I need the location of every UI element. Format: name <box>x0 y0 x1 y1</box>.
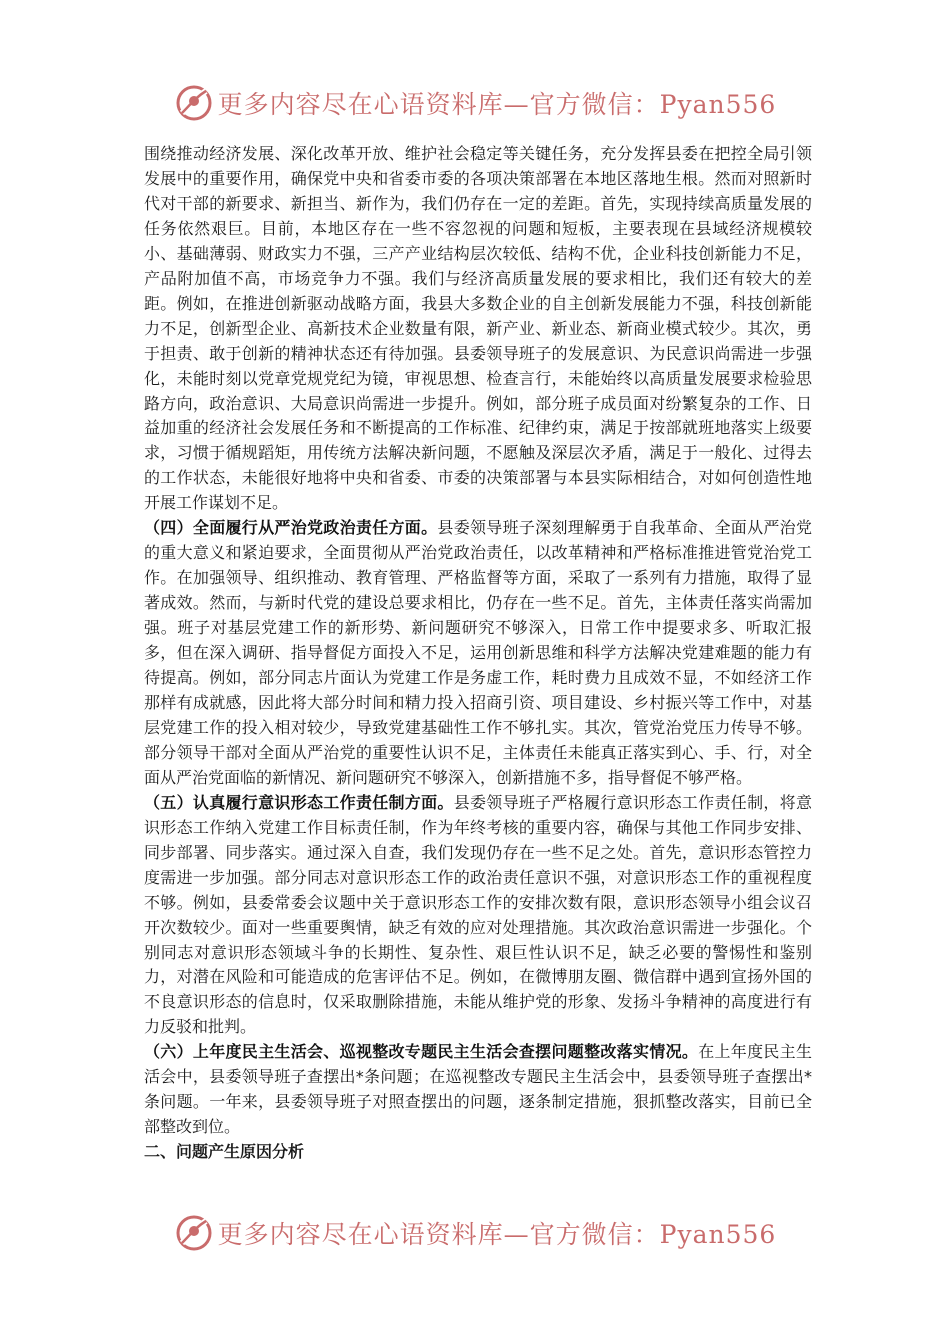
document-body <box>144 142 812 1165</box>
section-6 <box>144 1040 812 1140</box>
watermark-banner-bottom <box>0 1208 950 1258</box>
section-4 <box>144 516 812 790</box>
logo-icon <box>174 1213 214 1253</box>
section-6-title: （六）上年度民主生活会、巡视整改专题民主生活会查摆问题整改落实情况。 <box>144 1042 699 1062</box>
logo-icon <box>174 83 214 123</box>
section-4-body: 县委领导班子深刻理解勇于自我革命、全面从严治党的重大意义和紧迫要求，全面贯彻从严治党政治责任，以改革精神和严格标准推进管党治党工作。在加强领导、组织推动、教育管理、严格监督等方面，采取了一系列有力措施，取得了显著成效。然而，与新时代党的建设总要求相比，仍存在一些不足。首先，主体责任落实尚需加强。班子对基层党建工作的新形势、新问题研究不够深入，日常工作中提要求多、听取汇报多，但在深入调研、指导督促方面投入不足，运用创新思维和科学方法解决党建难题的能力有待提高。例如，部分同志片面认为党建工作是务虚工作，耗时费力且成效不显，不如经济工作那样有成就感，因此将大部分时间和精力投入招商引资、项目建设、乡村振兴等工作中，对基层党建工作的投入相对较少，导致党建基础性工作不够扎实。其次，管党治党压力传导不够。部分领导干部对全面从严治党的重要性认识不足，主体责任未能真正落实到心、手、行，对全面从严治党面临的新情况、新问题研究不够深入，创新措施不多，指导督促不够严格。 <box>144 518 812 787</box>
section-4-title: （四）全面履行从严治党政治责任方面。 <box>144 518 438 538</box>
section-5 <box>144 791 812 1041</box>
watermark-text: 更多内容尽在心语资料库—官方微信：Pyan556 <box>217 90 777 119</box>
section-6-body: 在上年度民主生活会中，县委领导班子查摆出*条问题；在巡视整改专题民主生活会中，县委领导班子查摆出*条问题。一年来，县委领导班子对照查摆出的问题，逐条制定措施，狠抓整改落实，目前已全部整改到位。 <box>144 1042 812 1137</box>
section-heading: 二、问题产生原因分析 <box>144 1142 305 1162</box>
watermark-text: 更多内容尽在心语资料库—官方微信：Pyan556 <box>217 1220 777 1249</box>
paragraph: 围绕推动经济发展、深化改革开放、维护社会稳定等关键任务，充分发挥县委在把控全局引领发展中的重要作用，确保党中央和省委市委的各项决策部署在本地区落地生根。然而对照新时代对干部的新要求、新担当、新作为，我们仍存在一定的差距。首先，实现持续高质量发展的任务依然艰巨。目前，本地区存在一些不容忽视的问题和短板，主要表现在县域经济规模较小、基础薄弱、财政实力不强，三产产业结构层次较低、结构不优，企业科技创新能力不足，产品附加值不高，市场竞争力不强。我们与经济高质量发展的要求相比，我们还有较大的差距。例如，在推进创新驱动战略方面，我县大多数企业的自主创新发展能力不强，科技创新能力不足，创新型企业、高新技术企业数量有限，新产业、新业态、新商业模式较少。其次，勇于担责、敢于创新的精神状态还有待加强。县委领导班子的发展意识、为民意识尚需进一步强化，未能时刻以党章党规党纪为镜，审视思想、检查言行，未能始终以高质量发展要求检验思路方向，政治意识、大局意识尚需进一步提升。例如，部分班子成员面对纷繁复杂的工作、日益加重的经济社会发展任务和不断提高的工作标准、纪律约束，满足于按部就班地落实上级要求，习惯于循规蹈矩，用传统方法解决新问题，不愿触及深层次矛盾，满足于一般化、过得去的工作状态，未能很好地将中央和省委、市委的决策部署与本县实际相结合，对如何创造性地开展工作谋划不足。 <box>144 144 812 513</box>
section-5-title: （五）认真履行意识形态工作责任制方面。 <box>144 792 454 812</box>
watermark-banner-top <box>0 78 950 128</box>
section-5-body: 县委领导班子严格履行意识形态工作责任制，将意识形态工作纳入党建工作目标责任制，作为年终考核的重要内容，确保与其他工作同步安排、同步部署、同步落实。通过深入自查，我们发现仍存在一些不足之处。首先，意识形态管控力度需进一步加强。部分同志对意识形态工作的政治责任意识不强，对意识形态工作的重视程度不够。例如，县委常委会议题中关于意识形态工作的安排次数有限，意识形态领导小组会议召开次数较少。面对一些重要舆情，缺乏有效的应对处理措施。其次政治意识需进一步强化。个别同志对意识形态领域斗争的长期性、复杂性、艰巨性认识不足，缺乏必要的警惕性和鉴别力，对潜在风险和可能造成的危害评估不足。例如，在微博朋友圈、微信群中遇到宣扬外国的不良意识形态的信息时，仅采取删除措施，未能从维护党的形象、发扬斗争精神的高度进行有力反驳和批判。 <box>144 792 812 1037</box>
